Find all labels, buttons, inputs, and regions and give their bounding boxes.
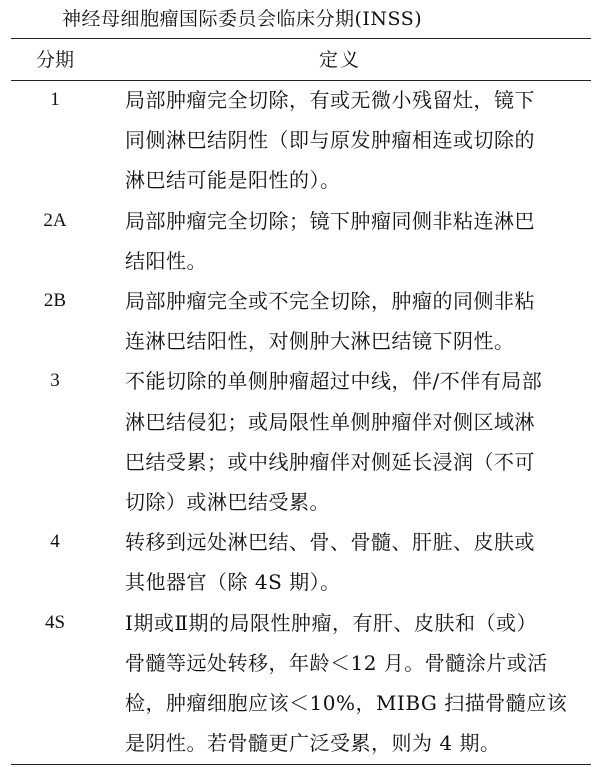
definition-line: 巴结受累；或中线肿瘤伴对侧延长浸润（不可 (125, 449, 535, 474)
table-top-rule (11, 38, 591, 39)
table-title: 神经母细胞瘤国际委员会临床分期(INSS) (62, 8, 423, 30)
table-row (0, 522, 601, 602)
table-row (0, 281, 601, 361)
definition-line: 骨髓等远处转移，年龄＜12 月。骨髓涂片或活 (125, 650, 548, 675)
column-header-stage: 分期 (35, 49, 74, 71)
column-header-definition: 定义 (318, 49, 361, 71)
table-row (0, 201, 601, 281)
definition-line: 检，肿瘤细胞应该＜10%，MIBG 扫描骨髓应该 (125, 691, 568, 716)
definition-line: 局部肿瘤完全切除；镜下肿瘤同侧非粘连淋巴 (125, 208, 535, 233)
table-bottom-rule (11, 764, 591, 765)
stage-cell: 4 (50, 531, 60, 553)
definition-cell (125, 522, 585, 602)
stage-cell: 3 (50, 370, 60, 392)
stage-cell: 2A (43, 209, 67, 231)
table-row (0, 603, 601, 764)
table-row (0, 361, 601, 522)
definition-cell (125, 201, 585, 281)
table-body (0, 80, 601, 763)
definition-line: 淋巴结侵犯；或局限性单侧肿瘤伴对侧区域淋 (125, 409, 535, 434)
definition-cell (125, 281, 585, 361)
stage-cell: 1 (50, 89, 60, 110)
stage-cell: 2B (43, 290, 67, 312)
definition-line: 不能切除的单侧肿瘤超过中线，伴/不伴有局部 (125, 369, 543, 394)
definition-line: 连淋巴结阳性，对侧肿大淋巴结镜下阴性。 (125, 329, 515, 354)
definition-line: 淋巴结可能是阳性的）。 (125, 168, 341, 193)
definition-cell (125, 361, 585, 522)
table-row (0, 80, 601, 201)
definition-line: 其他器官（除 4S 期）。 (125, 570, 341, 595)
definition-line: 是阴性。若骨髓更广泛受累，则为 4 期。 (125, 731, 501, 756)
definition-line: 同侧淋巴结阴性（即与原发肿瘤相连或切除的 (125, 128, 535, 153)
definition-cell (125, 80, 585, 201)
definition-line: 局部肿瘤完全或不完全切除，肿瘤的同侧非粘 (125, 289, 535, 314)
definition-line: 局部肿瘤完全切除，有或无微小残留灶，镜下 (125, 88, 535, 112)
definition-line: Ⅰ期或Ⅱ期的局限性肿瘤，有肝、皮肤和（或） (125, 610, 537, 635)
definition-line: 转移到远处淋巴结、骨、骨髓、肝脏、皮肤或 (125, 530, 535, 555)
definition-line: 切除）或淋巴结受累。 (125, 490, 330, 515)
stage-cell: 4S (44, 611, 66, 633)
definition-line: 结阳性。 (125, 248, 207, 273)
definition-cell (125, 603, 585, 764)
